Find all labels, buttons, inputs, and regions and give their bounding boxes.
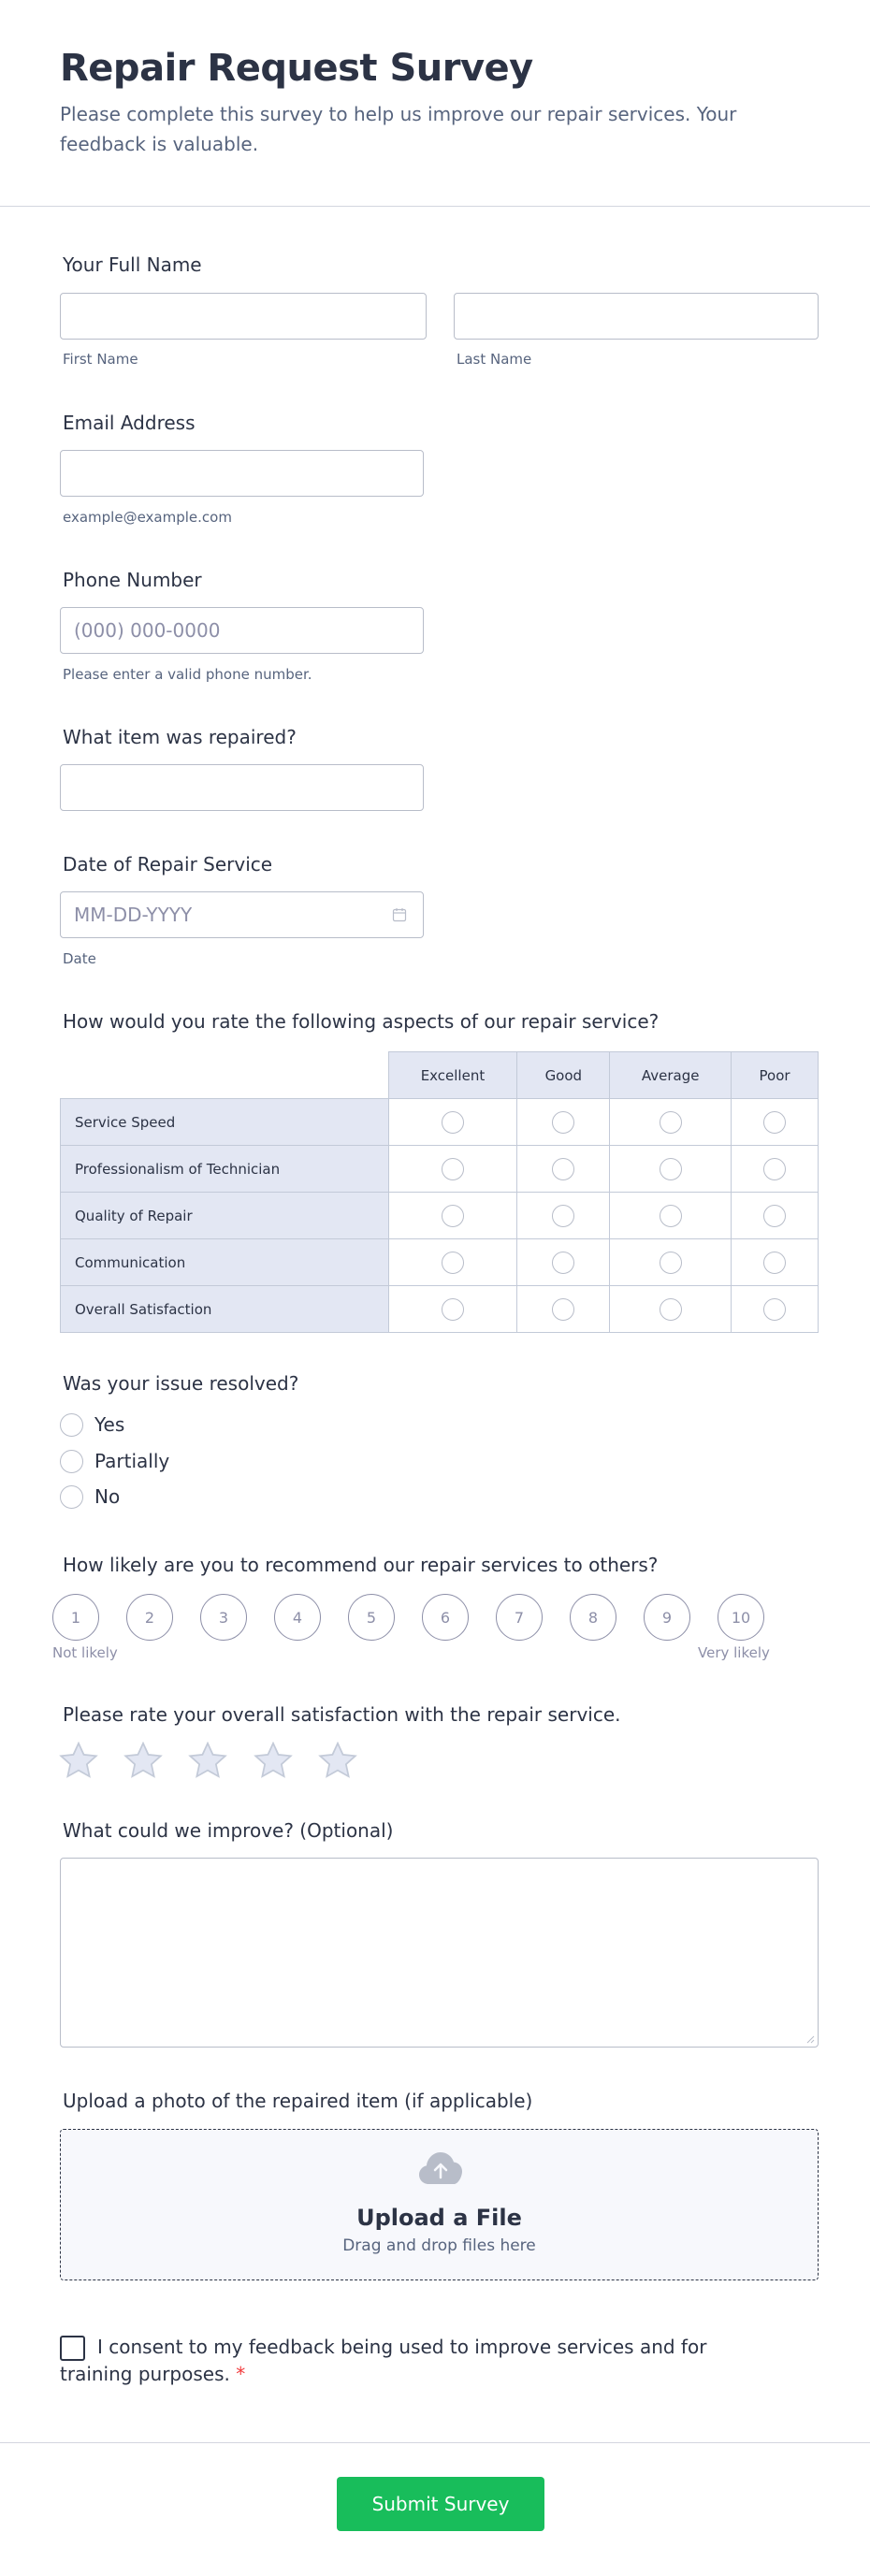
radio-button[interactable] [660, 1205, 682, 1227]
phone-label: Phone Number [63, 569, 202, 591]
matrix-row [61, 1286, 819, 1333]
matrix-cell[interactable] [517, 1286, 610, 1333]
matrix-cell[interactable] [517, 1193, 610, 1239]
matrix-row-label: Communication [61, 1239, 389, 1286]
item-label: What item was repaired? [63, 726, 297, 748]
matrix-cell[interactable] [732, 1239, 819, 1286]
matrix-cell[interactable] [388, 1146, 517, 1193]
radio-button[interactable] [442, 1111, 464, 1134]
rating-label: Please rate your overall satisfaction with the repair service. [63, 1703, 621, 1726]
item-input[interactable] [60, 764, 424, 811]
scale-button-6[interactable]: 6 [422, 1594, 469, 1641]
option-label: No [94, 1485, 121, 1508]
consent-label: I consent to my feedback being used to improve services and for training purposes. [60, 2336, 707, 2385]
resolved-option-partially[interactable] [60, 1448, 169, 1474]
radio-button[interactable] [763, 1252, 786, 1274]
scale-low-label: Not likely [52, 1644, 118, 1661]
matrix-row [61, 1239, 819, 1286]
matrix-cell[interactable] [517, 1099, 610, 1146]
full-name-label: Your Full Name [63, 253, 202, 276]
scale-button-8[interactable]: 8 [570, 1594, 616, 1641]
last-name-input[interactable] [454, 293, 819, 340]
matrix-cell[interactable] [610, 1146, 732, 1193]
matrix-cell[interactable] [517, 1239, 610, 1286]
cloud-upload-icon [418, 2150, 463, 2186]
phone-input[interactable] [60, 607, 424, 654]
matrix-row-label: Quality of Repair [61, 1193, 389, 1239]
star-icon[interactable] [59, 1742, 98, 1779]
star-icon[interactable] [188, 1742, 227, 1779]
matrix-header-row [61, 1052, 819, 1099]
radio-button[interactable] [60, 1485, 83, 1509]
radio-button[interactable] [442, 1205, 464, 1227]
radio-button[interactable] [552, 1205, 574, 1227]
radio-button[interactable] [763, 1298, 786, 1321]
matrix-row-label: Service Speed [61, 1099, 389, 1146]
matrix-cell[interactable] [517, 1146, 610, 1193]
matrix-label: How would you rate the following aspects of our repair service? [63, 1010, 660, 1033]
matrix-row-label: Professionalism of Technician [61, 1146, 389, 1193]
first-name-sublabel: First Name [63, 351, 138, 368]
matrix-cell[interactable] [388, 1193, 517, 1239]
resolved-label: Was your issue resolved? [63, 1372, 299, 1395]
scale-button-7[interactable]: 7 [496, 1594, 543, 1641]
date-label: Date of Repair Service [63, 853, 273, 876]
matrix-cell[interactable] [388, 1239, 517, 1286]
matrix-cell[interactable] [610, 1099, 732, 1146]
upload-subtitle: Drag and drop files here [342, 2236, 536, 2255]
matrix-col-excellent: Excellent [388, 1052, 517, 1099]
matrix-corner [61, 1052, 389, 1099]
phone-sublabel: Please enter a valid phone number. [63, 666, 312, 683]
radio-button[interactable] [660, 1252, 682, 1274]
email-input[interactable] [60, 450, 424, 497]
matrix-col-average: Average [610, 1052, 732, 1099]
scale-button-5[interactable]: 5 [348, 1594, 395, 1641]
upload-dropzone[interactable] [60, 2129, 819, 2280]
upload-title: Upload a File [356, 2205, 522, 2231]
page-subtitle: Please complete this survey to help us improve our repair services. Your feedback is valuable. [60, 103, 737, 155]
matrix-cell[interactable] [610, 1286, 732, 1333]
radio-button[interactable] [60, 1413, 83, 1437]
upload-label: Upload a photo of the repaired item (if applicable) [63, 2090, 533, 2112]
radio-button[interactable] [660, 1111, 682, 1134]
matrix-cell[interactable] [732, 1146, 819, 1193]
matrix-cell[interactable] [732, 1286, 819, 1333]
resize-handle-icon[interactable] [806, 2035, 815, 2044]
radio-button[interactable] [763, 1158, 786, 1180]
scale-button-9[interactable]: 9 [644, 1594, 690, 1641]
scale-button-1[interactable]: 1 [52, 1594, 99, 1641]
radio-button[interactable] [763, 1111, 786, 1134]
radio-button[interactable] [442, 1252, 464, 1274]
recommend-label: How likely are you to recommend our repair services to others? [63, 1554, 659, 1576]
radio-button[interactable] [552, 1252, 574, 1274]
radio-button[interactable] [660, 1158, 682, 1180]
radio-button[interactable] [552, 1158, 574, 1180]
radio-button[interactable] [660, 1298, 682, 1321]
matrix-col-poor: Poor [732, 1052, 819, 1099]
matrix-cell[interactable] [610, 1239, 732, 1286]
email-label: Email Address [63, 412, 196, 434]
first-name-input[interactable] [60, 293, 427, 340]
scale-button-3[interactable]: 3 [200, 1594, 247, 1641]
radio-button[interactable] [442, 1298, 464, 1321]
form-header [0, 0, 870, 207]
rating-matrix [60, 1051, 819, 1333]
resolved-option-yes[interactable] [60, 1411, 124, 1438]
improve-label: What could we improve? (Optional) [63, 1819, 394, 1842]
last-name-sublabel: Last Name [457, 351, 532, 368]
star-icon[interactable] [318, 1742, 357, 1779]
radio-button[interactable] [552, 1298, 574, 1321]
star-icon[interactable] [254, 1742, 293, 1779]
scale-high-label: Very likely [698, 1644, 770, 1661]
date-sublabel: Date [63, 950, 96, 967]
page-title: Repair Request Survey [60, 47, 533, 90]
option-label: Yes [94, 1413, 125, 1436]
matrix-row [61, 1193, 819, 1239]
matrix-row [61, 1099, 819, 1146]
radio-button[interactable] [60, 1450, 83, 1473]
date-input[interactable] [60, 891, 424, 938]
matrix-cell[interactable] [388, 1286, 517, 1333]
resolved-option-no[interactable] [60, 1483, 120, 1510]
star-icon[interactable] [123, 1742, 163, 1779]
matrix-cell[interactable] [610, 1193, 732, 1239]
matrix-col-good: Good [517, 1052, 610, 1099]
scale-button-4[interactable]: 4 [274, 1594, 321, 1641]
option-label: Partially [94, 1450, 170, 1472]
email-sublabel: example@example.com [63, 509, 232, 526]
radio-button[interactable] [552, 1111, 574, 1134]
radio-button[interactable] [442, 1158, 464, 1180]
matrix-cell[interactable] [732, 1193, 819, 1239]
scale-button-10[interactable]: 10 [718, 1594, 764, 1641]
calendar-icon[interactable] [392, 907, 407, 922]
required-marker: * [236, 2363, 246, 2385]
matrix-cell[interactable] [388, 1099, 517, 1146]
matrix-row [61, 1146, 819, 1193]
consent-text [60, 2334, 715, 2388]
radio-button[interactable] [763, 1205, 786, 1227]
scale-button-2[interactable]: 2 [126, 1594, 173, 1641]
matrix-cell[interactable] [732, 1099, 819, 1146]
matrix-row-label: Overall Satisfaction [61, 1286, 389, 1333]
submit-button[interactable]: Submit Survey [337, 2477, 544, 2531]
improve-textarea[interactable] [60, 1858, 819, 2048]
